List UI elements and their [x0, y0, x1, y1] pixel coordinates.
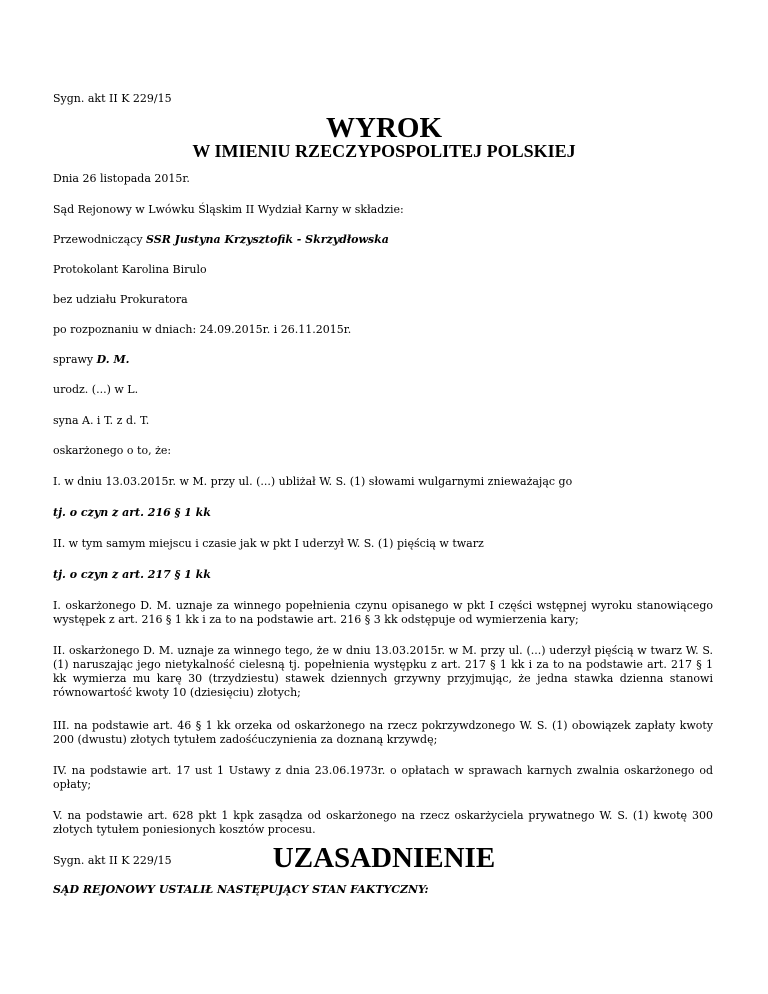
verdict-subtitle: W IMIENIU RZECZYPOSPOLITEJ POLSKIEJ	[192, 141, 576, 161]
verdict-date: Dnia 26 listopada 2015r.	[53, 172, 190, 185]
verdict-point-3: III. na podstawie art. 46 § 1 kk orzeka od oskarżonego na rzecz pokrzywdzonego W. S. (1) obowiązek zapłaty kwoty 200 (dwustu) złotych tytułem zadośćuczynienia za doznaną krzywdę;	[53, 719, 713, 746]
presiding-judge	[53, 233, 713, 247]
prosecutor-note: bez udziału Prokuratora	[53, 293, 188, 306]
charge-2-qualification: tj. o czyn z art. 217 § 1 kk	[53, 568, 211, 581]
verdict-point-1: I. oskarżonego D. M. uznaje za winnego popełnienia czynu opisanego w pkt I części wstępnej wyroku stanowiącego występek z art. 216 § 1 kk i za to na podstawie art. 216 § 3 kk odstępuje od wymierzenia kary;	[53, 599, 713, 626]
charge-1-qualification: tj. o czyn z art. 216 § 1 kk	[53, 506, 211, 519]
defendant-name: D. M.	[96, 353, 130, 366]
court-clerk: Protokolant Karolina Birulo	[53, 263, 207, 276]
accusation-intro: oskarżonego o to, że:	[53, 444, 172, 457]
case-of	[53, 353, 713, 367]
hearing-dates: po rozpoznaniu w dniach: 24.09.2015r. i 26.11.2015r.	[53, 323, 352, 336]
verdict-point-4: IV. na podstawie art. 17 ust 1 Ustawy z dnia 23.06.1973r. o opłatach w sprawach karnych zwalnia oskarżonego od opłaty;	[53, 764, 713, 791]
charge-2: II. w tym samym miejscu i czasie jak w pkt I uderzył W. S. (1) pięścią w twarz	[53, 537, 484, 550]
verdict-title: WYROK	[326, 112, 442, 144]
charge-1: I. w dniu 13.03.2015r. w M. przy ul. (...) ubliżał W. S. (1) słowami wulgarnymi znieważając go	[53, 475, 573, 488]
defendant-parents: syna A. i T. z d. T.	[53, 414, 150, 427]
verdict-point-2: II. oskarżonego D. M. uznaje za winnego tego, że w dniu 13.03.2015r. w M. przy ul. (...) uderzył pięścią w twarz W. S. (1) naruszając jego nietykalność cielesną tj. popełnienia występku z art. 217 § 1 kk i za to na podstawie art. 217 § 1 kk wymierza mu karę 30 (trzydziestu) stawek dziennych grzywny przyjmując, że jedna stawka dzienna stanowi równowartość kwoty 10 (dziesięciu) złotych;	[53, 644, 713, 699]
verdict-point-5: V. na podstawie art. 628 pkt 1 kpk zasądza od oskarżonego na rzecz oskarżyciela prywatnego W. S. (1) kwotę 300 złotych tytułem poniesionych kosztów procesu.	[53, 809, 713, 836]
presiding-label: Przewodniczący	[53, 233, 147, 246]
court-composition: Sąd Rejonowy w Lwówku Śląskim II Wydział Karny w składzie:	[53, 203, 404, 216]
defendant-birth: urodz. (...) w L.	[53, 383, 139, 396]
justification-heading: SĄD REJONOWY USTALIŁ NASTĘPUJĄCY STAN FAKTYCZNY:	[53, 883, 429, 896]
case-number: Sygn. akt II K 229/15	[53, 92, 172, 105]
justification-title: UZASADNIENIE	[272, 842, 496, 874]
presiding-name: SSR Justyna Krzysztofik - Skrzydłowska	[146, 233, 389, 246]
case-number-bottom: Sygn. akt II K 229/15	[53, 854, 172, 867]
case-label: sprawy	[53, 353, 97, 366]
